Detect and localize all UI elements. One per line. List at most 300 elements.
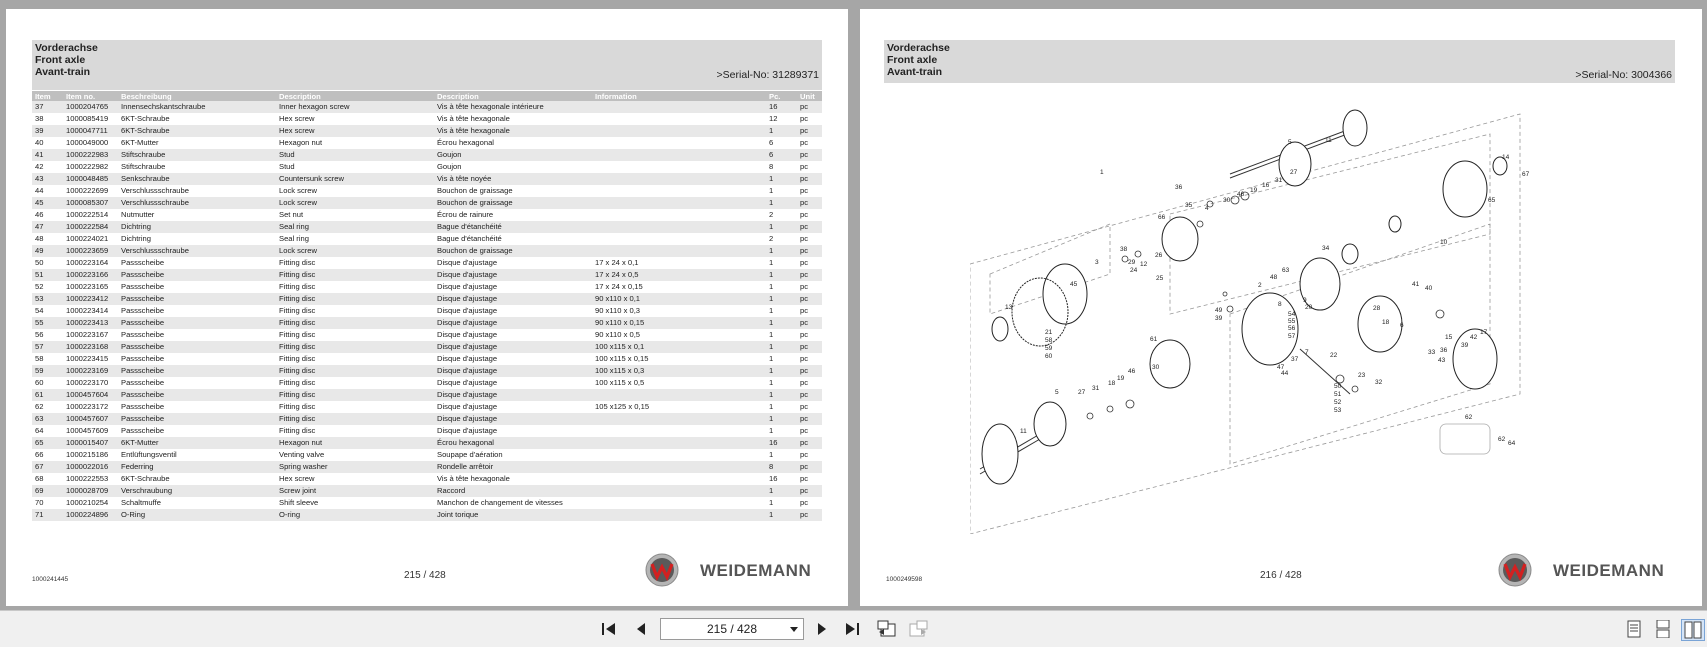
table-row <box>32 497 822 509</box>
table-cell: 67 <box>32 461 63 473</box>
table-cell: Soupape d'aération <box>434 449 592 461</box>
table-cell <box>592 509 766 521</box>
table-cell: Passscheibe <box>118 341 276 353</box>
table-cell: 1000204765 <box>63 101 118 113</box>
page-number-field[interactable] <box>660 618 804 640</box>
table-cell: 12 <box>766 113 797 125</box>
table-cell: 90 x110 x 0,15 <box>592 317 766 329</box>
table-cell: pc <box>797 221 822 233</box>
table-cell: 1000028709 <box>63 485 118 497</box>
table-row <box>32 149 822 161</box>
table-cell: Bague d'étanchéité <box>434 221 592 233</box>
table-cell: pc <box>797 317 822 329</box>
diagram-callout-label: 40 <box>1425 285 1433 292</box>
table-cell: 57 <box>32 341 63 353</box>
table-row <box>32 101 822 113</box>
diagram-callout-label: 31 <box>1092 385 1100 392</box>
table-cell: 100 x115 x 0,15 <box>592 353 766 365</box>
diagram-callout-label: 19 <box>1117 375 1125 382</box>
table-row <box>32 209 822 221</box>
diagram-callout-label: 39 <box>1215 315 1223 322</box>
table-cell: 1000222553 <box>63 473 118 485</box>
table-cell: 1000223168 <box>63 341 118 353</box>
table-cell: pc <box>797 461 822 473</box>
table-cell: Manchon de changement de vitesses <box>434 497 592 509</box>
table-cell: 1000223165 <box>63 281 118 293</box>
table-cell: Nutmutter <box>118 209 276 221</box>
table-cell: Vis à tête noyée <box>434 173 592 185</box>
prev-page-button[interactable] <box>630 619 652 639</box>
diagram-callout-label: 65 <box>1488 197 1496 204</box>
table-row <box>32 341 822 353</box>
table-cell: Fitting disc <box>276 401 434 413</box>
page-number: 216 / 428 <box>1260 570 1302 581</box>
diagram-callout-label: 16 <box>1262 182 1270 189</box>
viewer-toolbar <box>0 610 1707 647</box>
table-row <box>32 137 822 149</box>
table-cell: Lock screw <box>276 245 434 257</box>
table-cell: 1000085419 <box>63 113 118 125</box>
table-cell: Disque d'ajustage <box>434 353 592 365</box>
table-cell <box>592 389 766 401</box>
table-cell: Venting valve <box>276 449 434 461</box>
table-cell: 1000223659 <box>63 245 118 257</box>
table-cell: Screw joint <box>276 485 434 497</box>
table-cell: Passscheibe <box>118 317 276 329</box>
table-row <box>32 437 822 449</box>
diagram-callout-label: 41 <box>1412 281 1420 288</box>
table-cell: Vis à tête hexagonale intérieure <box>434 101 592 113</box>
table-cell <box>592 497 766 509</box>
table-cell: pc <box>797 425 822 437</box>
brand-name: WEIDEMANN <box>1553 561 1665 580</box>
table-cell: 6KT-Schraube <box>118 473 276 485</box>
table-cell: pc <box>797 509 822 521</box>
single-page-view-button[interactable] <box>1623 619 1645 639</box>
table-cell <box>592 209 766 221</box>
table-cell: 100 x115 x 0,1 <box>592 341 766 353</box>
diagram-callout-label: 66 <box>1158 214 1166 221</box>
table-cell: 1000224896 <box>63 509 118 521</box>
diagram-callout-label: 30 <box>1152 364 1160 371</box>
diagram-callout-label: 46 <box>1237 191 1245 198</box>
table-cell: 1 <box>766 293 797 305</box>
table-cell: 6 <box>766 137 797 149</box>
table-cell: Hex screw <box>276 125 434 137</box>
title-en: Front axle <box>35 54 86 66</box>
left-page <box>6 9 848 606</box>
table-cell: 1000222699 <box>63 185 118 197</box>
table-cell: 1000222584 <box>63 221 118 233</box>
table-cell: Goujon <box>434 161 592 173</box>
table-cell: Fitting disc <box>276 293 434 305</box>
diagram-callout-label: 43 <box>1438 357 1446 364</box>
table-cell: Fitting disc <box>276 389 434 401</box>
table-cell: pc <box>797 401 822 413</box>
table-cell: Disque d'ajustage <box>434 389 592 401</box>
single-page-icon <box>1626 620 1642 638</box>
table-row <box>32 257 822 269</box>
diagram-callout-label: 44 <box>1281 370 1289 377</box>
table-cell: Disque d'ajustage <box>434 257 592 269</box>
diagram-callout-label: 11 <box>1020 428 1027 435</box>
table-cell: 1 <box>766 497 797 509</box>
table-cell <box>592 101 766 113</box>
table-cell: 1 <box>766 257 797 269</box>
table-row <box>32 293 822 305</box>
table-row <box>32 245 822 257</box>
table-cell: 49 <box>32 245 63 257</box>
table-row <box>32 377 822 389</box>
table-cell: Disque d'ajustage <box>434 293 592 305</box>
table-cell: 47 <box>32 221 63 233</box>
table-cell <box>592 485 766 497</box>
table-cell: 1 <box>766 425 797 437</box>
diagram-callout-label: 57 <box>1288 333 1296 340</box>
continuous-view-button[interactable] <box>1652 619 1674 639</box>
diagram-callout-label: 63 <box>1282 267 1290 274</box>
table-cell: pc <box>797 113 822 125</box>
page-number-value: 215 / 428 <box>706 622 758 636</box>
table-cell: 1 <box>766 185 797 197</box>
table-cell: 1 <box>766 281 797 293</box>
table-cell: Lock screw <box>276 197 434 209</box>
table-cell: Fitting disc <box>276 425 434 437</box>
table-cell: 1000022016 <box>63 461 118 473</box>
diagram-callout-label: 23 <box>1358 372 1366 379</box>
exploded-axle-diagram <box>970 104 1590 534</box>
table-row <box>32 185 822 197</box>
table-cell: Hexagon nut <box>276 137 434 149</box>
table-cell: Goujon <box>434 149 592 161</box>
diagram-callout-label: 12 <box>1140 261 1148 268</box>
table-cell: pc <box>797 329 822 341</box>
table-cell: 58 <box>32 353 63 365</box>
table-cell: 1000457604 <box>63 389 118 401</box>
table-cell: O-Ring <box>118 509 276 521</box>
table-cell: 16 <box>766 437 797 449</box>
table-cell <box>592 461 766 473</box>
table-cell: Senkschraube <box>118 173 276 185</box>
table-cell: 1 <box>766 125 797 137</box>
table-cell <box>592 161 766 173</box>
table-cell: Entlüftungsventil <box>118 449 276 461</box>
table-cell: 62 <box>32 401 63 413</box>
prev-page-icon <box>634 621 648 637</box>
table-cell: 16 <box>766 101 797 113</box>
diagram-callout-label: 47 <box>1277 364 1285 371</box>
table-cell: Fitting disc <box>276 353 434 365</box>
diagram-callout-label: 15 <box>1445 334 1453 341</box>
table-cell: 69 <box>32 485 63 497</box>
col-header: Information <box>592 91 766 101</box>
table-cell: Stud <box>276 161 434 173</box>
table-cell: Innensechskantschraube <box>118 101 276 113</box>
table-cell: Rondelle arrêtoir <box>434 461 592 473</box>
table-row <box>32 161 822 173</box>
table-cell: pc <box>797 377 822 389</box>
table-cell: 1 <box>766 377 797 389</box>
table-cell: 1 <box>766 329 797 341</box>
diagram-callout-label: 6 <box>1400 322 1404 329</box>
table-cell: pc <box>797 161 822 173</box>
diagram-callout-label: 46 <box>1128 368 1136 375</box>
table-cell: 38 <box>32 113 63 125</box>
title-en: Front axle <box>887 54 938 66</box>
table-cell: 6KT-Schraube <box>118 125 276 137</box>
table-cell: 56 <box>32 329 63 341</box>
first-page-icon <box>600 621 618 637</box>
page-header <box>884 40 1675 83</box>
weidemann-logo-icon <box>1498 553 1532 587</box>
diagram-callout-label: 59 <box>1045 345 1053 352</box>
table-cell: Verschlussschraube <box>118 185 276 197</box>
table-cell: 44 <box>32 185 63 197</box>
table-cell: 1000223412 <box>63 293 118 305</box>
col-header: Item no. <box>63 91 118 101</box>
next-page-button[interactable] <box>811 619 833 639</box>
diagram-callout-label: 10 <box>1440 239 1448 246</box>
title-fr: Avant-train <box>887 66 943 78</box>
diagram-callout-label: 64 <box>1508 440 1516 447</box>
table-row <box>32 389 822 401</box>
table-cell: 1 <box>766 365 797 377</box>
diagram-callout-label: 18 <box>1382 319 1390 326</box>
diagram-callout-label: 54 <box>1288 311 1296 318</box>
table-cell: Fitting disc <box>276 317 434 329</box>
parts-table-body <box>32 101 822 521</box>
serial-number: >Serial-No: 31289371 <box>716 69 819 81</box>
table-cell: pc <box>797 449 822 461</box>
page-number: 215 / 428 <box>404 570 446 581</box>
diagram-callout-label: 20 <box>1305 304 1313 311</box>
diagram-callout-label: 61 <box>1150 336 1158 343</box>
diagram-callout-label: 2 <box>1258 282 1262 289</box>
table-cell: pc <box>797 233 822 245</box>
table-cell: 1000222983 <box>63 149 118 161</box>
table-cell: 68 <box>32 473 63 485</box>
diagram-callout-label: 29 <box>1128 259 1136 266</box>
table-cell: Raccord <box>434 485 592 497</box>
table-cell: pc <box>797 269 822 281</box>
diagram-callout-label: 7 <box>1305 349 1309 356</box>
table-cell: Passscheibe <box>118 293 276 305</box>
diagram-callout-label: 19 <box>1250 187 1258 194</box>
table-cell: 1 <box>766 353 797 365</box>
table-cell: pc <box>797 365 822 377</box>
table-cell: 2 <box>766 233 797 245</box>
table-cell: Fitting disc <box>276 269 434 281</box>
diagram-callout-label: 50 <box>1334 383 1342 390</box>
diagram-callout-label: 4 <box>1205 205 1209 212</box>
table-cell: Inner hexagon screw <box>276 101 434 113</box>
table-cell: Passscheibe <box>118 329 276 341</box>
table-cell: pc <box>797 281 822 293</box>
table-cell: 1000049000 <box>63 137 118 149</box>
diagram-callout-label: 60 <box>1045 353 1053 360</box>
diagram-callout-label: 8 <box>1278 301 1282 308</box>
table-row <box>32 233 822 245</box>
table-cell <box>592 245 766 257</box>
diagram-callout-label: 36 <box>1440 347 1448 354</box>
table-cell: Passscheibe <box>118 305 276 317</box>
table-cell: pc <box>797 101 822 113</box>
table-cell: 1000223169 <box>63 365 118 377</box>
table-cell: 1000457609 <box>63 425 118 437</box>
table-row <box>32 113 822 125</box>
table-cell: 1000048485 <box>63 173 118 185</box>
go-forward-view-button[interactable] <box>907 619 929 639</box>
table-cell: 1 <box>766 401 797 413</box>
right-page <box>860 9 1702 606</box>
weidemann-logo-icon <box>645 553 679 587</box>
title-de: Vorderachse <box>35 42 98 54</box>
table-cell: pc <box>797 245 822 257</box>
table-cell: Joint torique <box>434 509 592 521</box>
diagram-callout-label: 67 <box>1522 171 1530 178</box>
table-cell: 46 <box>32 209 63 221</box>
diagram-callout-label: 33 <box>1428 349 1436 356</box>
table-cell: Disque d'ajustage <box>434 365 592 377</box>
table-cell: Seal ring <box>276 221 434 233</box>
table-cell: 71 <box>32 509 63 521</box>
table-cell: Bouchon de graissage <box>434 245 592 257</box>
table-cell: Fitting disc <box>276 341 434 353</box>
table-cell: pc <box>797 137 822 149</box>
table-cell: 1000457607 <box>63 413 118 425</box>
table-cell: pc <box>797 293 822 305</box>
table-cell: 66 <box>32 449 63 461</box>
table-cell: Stiftschraube <box>118 149 276 161</box>
diagram-callout-label: 37 <box>1291 356 1299 363</box>
table-cell <box>592 221 766 233</box>
col-header: Unit <box>797 91 822 101</box>
table-cell: 1000210254 <box>63 497 118 509</box>
table-cell: 1 <box>766 317 797 329</box>
table-cell: Hex screw <box>276 473 434 485</box>
table-row <box>32 509 822 521</box>
chevron-down-icon[interactable] <box>790 627 798 632</box>
table-cell: 51 <box>32 269 63 281</box>
table-cell: Hexagon nut <box>276 437 434 449</box>
table-cell: Verschlussschraube <box>118 245 276 257</box>
table-cell <box>592 473 766 485</box>
table-cell: Fitting disc <box>276 257 434 269</box>
table-cell: 17 x 24 x 0,1 <box>592 257 766 269</box>
table-cell: pc <box>797 473 822 485</box>
table-cell: 1 <box>766 389 797 401</box>
diagram-callout-label: 9 <box>1303 297 1307 304</box>
table-cell: 17 x 24 x 0,5 <box>592 269 766 281</box>
table-cell: Lock screw <box>276 185 434 197</box>
table-cell: 8 <box>766 461 797 473</box>
go-back-view-button[interactable] <box>876 619 898 639</box>
table-cell: 45 <box>32 197 63 209</box>
serial-number: >Serial-No: 3004366 <box>1575 69 1672 81</box>
diagram-callout-label: 22 <box>1330 352 1338 359</box>
table-cell: Stiftschraube <box>118 161 276 173</box>
diagram-callout-label: 30 <box>1223 197 1231 204</box>
table-cell: 105 x125 x 0,15 <box>592 401 766 413</box>
table-cell: 1000222514 <box>63 209 118 221</box>
diagram-callout-label: 28 <box>1373 305 1381 312</box>
table-cell <box>592 413 766 425</box>
table-cell: 100 x115 x 0,5 <box>592 377 766 389</box>
table-cell: pc <box>797 485 822 497</box>
table-cell: Fitting disc <box>276 329 434 341</box>
table-cell: pc <box>797 209 822 221</box>
table-cell <box>592 185 766 197</box>
diagram-callout-label: 53 <box>1334 407 1342 414</box>
table-cell: 1000223414 <box>63 305 118 317</box>
table-row <box>32 365 822 377</box>
table-cell: 1000223413 <box>63 317 118 329</box>
table-cell: 48 <box>32 233 63 245</box>
table-row <box>32 269 822 281</box>
table-cell: Shift sleeve <box>276 497 434 509</box>
table-cell: 1 <box>766 197 797 209</box>
table-cell: Vis à tête hexagonale <box>434 473 592 485</box>
diagram-callout-label: 5 <box>1288 139 1292 146</box>
diagram-callout-label: 21 <box>1045 329 1053 336</box>
table-cell: Disque d'ajustage <box>434 281 592 293</box>
table-cell: 59 <box>32 365 63 377</box>
table-cell: 1 <box>766 509 797 521</box>
table-cell <box>592 437 766 449</box>
table-cell: Disque d'ajustage <box>434 317 592 329</box>
table-cell: 17 x 24 x 0,15 <box>592 281 766 293</box>
diagram-callout-label: 58 <box>1045 337 1053 344</box>
table-row <box>32 221 822 233</box>
table-cell <box>592 173 766 185</box>
table-cell: pc <box>797 197 822 209</box>
table-cell: 1 <box>766 245 797 257</box>
table-cell: 60 <box>32 377 63 389</box>
diagram-callout-label: 49 <box>1215 307 1223 314</box>
table-cell: 2 <box>766 209 797 221</box>
table-cell: 65 <box>32 437 63 449</box>
table-cell: 1000223415 <box>63 353 118 365</box>
first-page-button[interactable] <box>598 619 620 639</box>
document-id: 1000241445 <box>32 576 69 583</box>
table-row <box>32 425 822 437</box>
table-cell: Bague d'étanchéité <box>434 233 592 245</box>
table-row <box>32 305 822 317</box>
table-cell: Fitting disc <box>276 281 434 293</box>
table-cell: Disque d'ajustage <box>434 329 592 341</box>
two-page-view-button[interactable] <box>1681 619 1705 641</box>
table-cell: 6KT-Mutter <box>118 137 276 149</box>
table-cell: pc <box>797 185 822 197</box>
diagram-callout-label: 62 <box>1498 436 1506 443</box>
table-cell: Passscheibe <box>118 377 276 389</box>
diagram-callout-label: 39 <box>1461 342 1469 349</box>
table-cell: Fitting disc <box>276 305 434 317</box>
document-id: 1000249598 <box>886 576 923 583</box>
table-row <box>32 173 822 185</box>
table-cell: 1000085307 <box>63 197 118 209</box>
table-cell: pc <box>797 149 822 161</box>
table-cell: Fitting disc <box>276 365 434 377</box>
table-cell: 1000223172 <box>63 401 118 413</box>
table-cell: Passscheibe <box>118 269 276 281</box>
last-page-button[interactable] <box>841 619 863 639</box>
next-view-icon <box>907 619 929 639</box>
table-cell: O-ring <box>276 509 434 521</box>
table-row <box>32 413 822 425</box>
last-page-icon <box>843 621 861 637</box>
table-cell: 1000215186 <box>63 449 118 461</box>
